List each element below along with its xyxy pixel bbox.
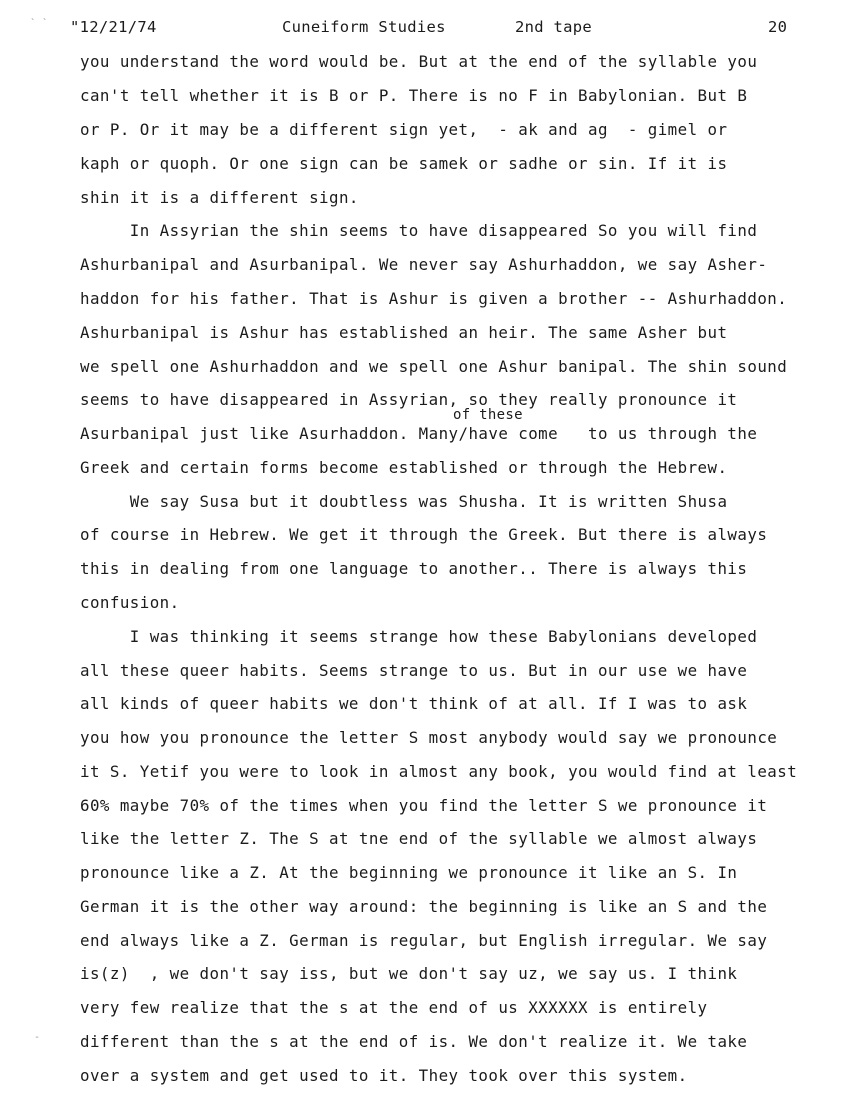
text-line: In Assyrian the shin seems to have disappeared So you will find (80, 221, 758, 240)
header-page-number: 20 (768, 18, 788, 36)
text-line: you understand the word would be. But at the end of the syllable you (80, 52, 758, 71)
text-line: it S. Yetif you were to look in almost any book, you would find at least (80, 762, 798, 781)
text-line: pronounce like a Z. At the beginning we pronounce it like an S. In (80, 863, 738, 882)
margin-dash-mark: - (34, 1032, 41, 1043)
text-line: of course in Hebrew. We get it through the Greek. But there is always (80, 525, 768, 544)
text-line: or P. Or it may be a different sign yet, - ak and ag - gimel or (80, 120, 728, 139)
text-line: like the letter Z. The S at tne end of the syllable we almost always (80, 829, 758, 848)
header-title: Cuneiform Studies (282, 18, 446, 36)
header-tape: 2nd tape (515, 18, 593, 36)
text-line: very few realize that the s at the end of us XXXXXX is entirely (80, 998, 708, 1017)
text-line: Ashurbanipal is Ashur has established an heir. The same Asher but (80, 323, 728, 342)
text-line: Asurbanipal just like Asurhaddon. Many/have come to us through the (80, 424, 758, 443)
text-line: you how you pronounce the letter S most anybody would say we pronounce (80, 728, 778, 747)
interlinear-insert: of these (453, 407, 523, 423)
text-line: all these queer habits. Seems strange to us. But in our use we have (80, 661, 748, 680)
text-line: is(z) , we don't say iss, but we don't say uz, we say us. I think (80, 964, 738, 983)
text-line: 60% maybe 70% of the times when you find the letter S we pronounce it (80, 796, 768, 815)
text-line: confusion. (80, 593, 180, 612)
text-line: Ashurbanipal and Asurbanipal. We never say Ashurhaddon, we say Asher- (80, 255, 768, 274)
text-line: shin it is a different sign. (80, 188, 359, 207)
text-line: this in dealing from one language to another.. There is always this (80, 559, 748, 578)
text-line: can't tell whether it is B or P. There is no F in Babylonian. But B (80, 86, 748, 105)
text-line: German it is the other way around: the beginning is like an S and the (80, 897, 768, 916)
text-line: We say Susa but it doubtless was Shusha. It is written Shusa (80, 492, 728, 511)
text-line: kaph or quoph. Or one sign can be samek or sadhe or sin. If it is (80, 154, 728, 173)
margin-tick-mark: ` ` (30, 18, 49, 29)
text-line: over a system and get used to it. They took over this system. (80, 1066, 688, 1085)
text-line: we spell one Ashurhaddon and we spell one Ashur banipal. The shin sound (80, 357, 788, 376)
text-line: Greek and certain forms become established or through the Hebrew. (80, 458, 728, 477)
page-header (0, 18, 853, 42)
header-date: "12/21/74 (70, 18, 157, 36)
text-line: end always like a Z. German is regular, but English irregular. We say (80, 931, 768, 950)
text-line: I was thinking it seems strange how these Babylonians developed (80, 627, 758, 646)
text-line: haddon for his father. That is Ashur is given a brother -- Ashurhaddon. (80, 289, 788, 308)
text-line: all kinds of queer habits we don't think of at all. If I was to ask (80, 694, 748, 713)
text-line: different than the s at the end of is. We don't realize it. We take (80, 1032, 748, 1051)
text-line: seems to have disappeared in Assyrian, so they really pronounce it (80, 390, 738, 409)
